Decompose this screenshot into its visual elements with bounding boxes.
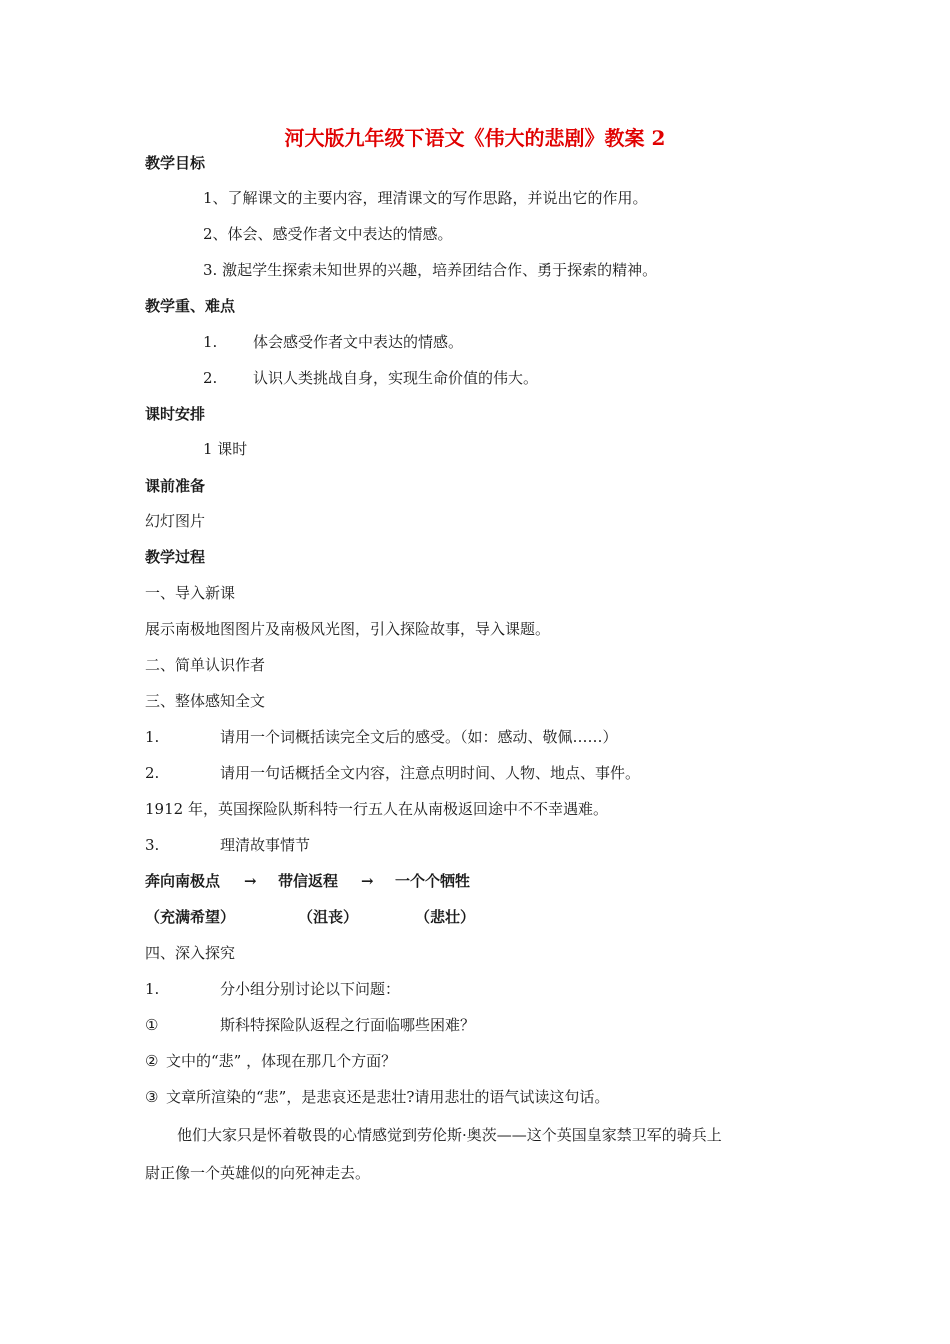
question-1-text: 斯科特探险队返程之行面临哪些困难？ xyxy=(220,1016,476,1034)
section-2-heading: 二、简单认识作者 xyxy=(145,656,266,674)
key-point-2-num: 2. xyxy=(203,369,218,387)
mood-2: （沮丧） xyxy=(298,908,359,926)
s3-item-1-num: 1. xyxy=(145,728,160,746)
mood-3: （悲壮） xyxy=(415,908,476,926)
question-1-num: ① xyxy=(145,1016,159,1034)
plot-arrow-1: → xyxy=(244,872,257,890)
process-heading: 教学过程 xyxy=(145,548,206,566)
document-title: 河大版九年级下语文《伟大的悲剧》教案 2 xyxy=(284,126,666,150)
s4-item-1-text: 分小组分别讨论以下问题： xyxy=(220,980,401,998)
question-3-num: ③ xyxy=(145,1088,159,1106)
key-point-1-text: 体会感受作者文中表达的情感。 xyxy=(253,333,464,351)
plot-arrow-2: → xyxy=(361,872,374,890)
mood-1: （充满希望） xyxy=(145,908,236,926)
section-1-heading: 一、导入新课 xyxy=(145,584,236,602)
goal-item-3: 3. 激起学生探索未知世界的兴趣，培养团结合作、勇于探索的精神。 xyxy=(203,261,658,279)
goals-heading: 教学目标 xyxy=(145,154,206,172)
quote-line-1: 他们大家只是怀着敬畏的心情感觉到劳伦斯·奥茨——这个英国皇家禁卫军的骑兵上 xyxy=(177,1126,722,1144)
question-3-text: 文章所渲染的“悲”，是悲哀还是悲壮?请用悲壮的语气试读这句话。 xyxy=(166,1088,610,1106)
s3-item-2-text: 请用一句话概括全文内容，注意点明时间、人物、地点、事件。 xyxy=(220,764,641,782)
goal-item-1: 1、了解课文的主要内容，理清课文的写作思路，并说出它的作用。 xyxy=(203,189,648,207)
section-1-text: 展示南极地图图片及南极风光图，引入探险故事，导入课题。 xyxy=(145,620,551,638)
s3-item-1-text: 请用一个词概括读完全文后的感受。（如：感动、敬佩……） xyxy=(220,728,618,746)
section-3-heading: 三、整体感知全文 xyxy=(145,692,266,710)
plot-step-2: 带信返程 xyxy=(278,872,339,890)
key-point-2-text: 认识人类挑战自身，实现生命价值的伟大。 xyxy=(253,369,539,387)
question-2-text: 文中的“悲” ，体现在那几个方面？ xyxy=(166,1052,397,1070)
s3-item-3-num: 3. xyxy=(145,836,160,854)
schedule-heading: 课时安排 xyxy=(145,405,206,423)
plot-step-3: 一个个牺牲 xyxy=(395,872,471,890)
question-2-num: ② xyxy=(145,1052,159,1070)
section-4-heading: 四、深入探究 xyxy=(145,944,236,962)
goal-item-2: 2、体会、感受作者文中表达的情感。 xyxy=(203,225,453,243)
plot-step-1: 奔向南极点 xyxy=(145,872,221,890)
quote-line-2: 尉正像一个英雄似的向死神走去。 xyxy=(145,1164,371,1182)
s3-answer: 1912 年，英国探险队斯科特一行五人在从南极返回途中不不幸遇难。 xyxy=(145,800,608,818)
prep-text: 幻灯图片 xyxy=(145,512,206,530)
s4-item-1-num: 1. xyxy=(145,980,160,998)
s3-item-3-text: 理清故事情节 xyxy=(220,836,311,854)
key-point-1-num: 1. xyxy=(203,333,218,351)
key-points-heading: 教学重、难点 xyxy=(145,297,236,315)
schedule-text: 1 课时 xyxy=(203,440,248,458)
prep-heading: 课前准备 xyxy=(145,477,206,495)
s3-item-2-num: 2. xyxy=(145,764,160,782)
